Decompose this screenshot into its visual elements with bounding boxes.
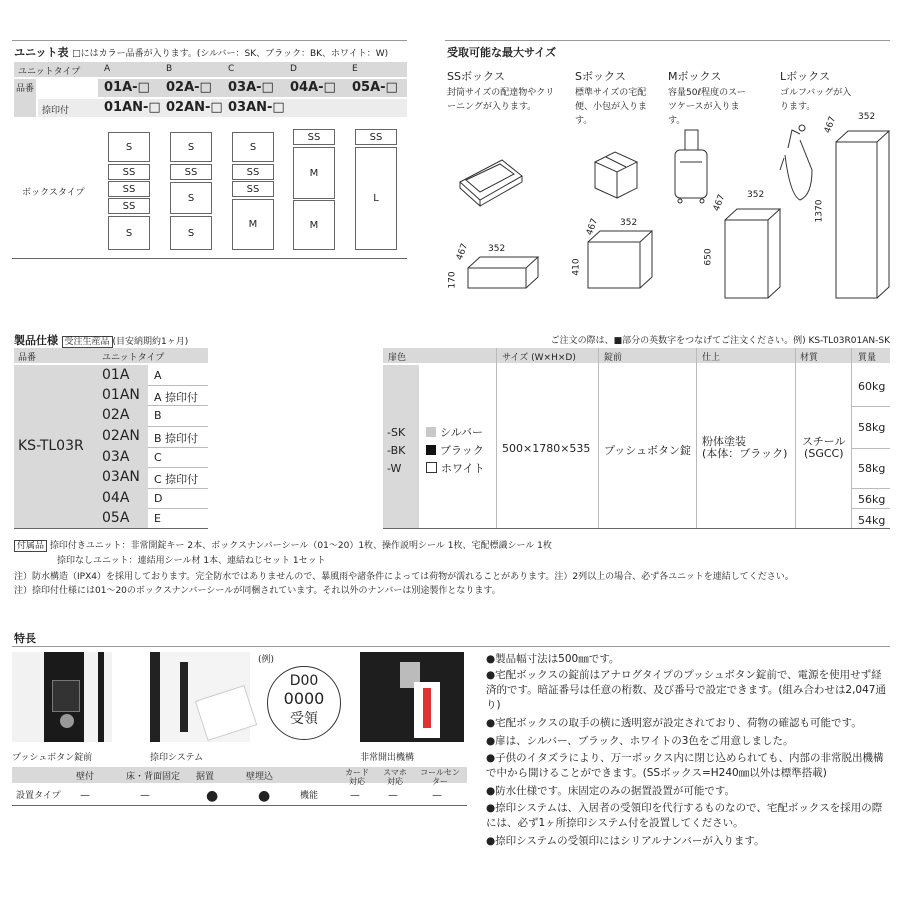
color-code-bk: -BK: [387, 444, 406, 457]
rule: [12, 646, 890, 647]
l-depth-label: 467: [822, 115, 839, 135]
caption-stamp-system: 捺印システム: [150, 753, 204, 763]
door-edge: [98, 652, 104, 742]
feature-bullet: ●捺印システムの受領印にはシリアルナンバーが入ります。: [486, 835, 765, 847]
box-c-1: S: [232, 132, 274, 162]
part-label: 品番: [14, 79, 36, 117]
box-a-3: SS: [108, 181, 150, 197]
weight: 58kg: [858, 421, 886, 434]
func-col-card: カード対応: [345, 768, 369, 786]
unit-type-c: C: [228, 64, 235, 74]
accessories-tag: 付属品: [14, 540, 47, 552]
part-03a: 03A-□: [228, 80, 274, 95]
envelope-icon: [460, 160, 522, 206]
col-line: [598, 348, 599, 528]
accessories-line1: 捺印付きユニット：非常開錠キー 2本、ボックスナンバーシール（01～20）1枚、操作説明シール 1枚、宅配標識シール 1枚: [49, 541, 552, 551]
feature-bullet: ●宅配ボックスの錠前はアナログタイプのプッシュボタン錠前で、電源を使用せず経済的です。暗証番号は任意の桁数、及び番号で設定できます。(組み合わせは2,047通り): [486, 669, 886, 711]
install-col-floor: 床・背面固定: [126, 772, 181, 782]
row-line: [851, 488, 890, 489]
row-line: [383, 528, 890, 529]
col-line: [496, 348, 497, 528]
hdr-lock: 錠前: [604, 353, 623, 363]
row-line: [12, 805, 467, 806]
feature-bullet: ●捺印システムは、入居者の受領印を代行するものなので、宅配ボックスを採用の際には、必ず1ヶ所捺印システム付を設置してください。: [486, 802, 883, 829]
s-depth-label: 467: [584, 217, 601, 237]
box-a-2: SS: [108, 164, 150, 180]
box-c-4: M: [232, 199, 274, 250]
unit-code: 02AN: [102, 428, 140, 444]
white-swatch: [426, 462, 437, 473]
order-note: ご注文の際は、■部分の英数字をつなげてご注文ください。例) KS-TL03R01AN-SK: [550, 336, 890, 346]
material-text: スチール: [802, 435, 846, 448]
row-line: [148, 385, 208, 386]
install-val-embed: ●: [258, 788, 271, 804]
box-c-2: SS: [232, 164, 274, 180]
unit-type-b: B: [166, 64, 173, 74]
col-line: [696, 348, 697, 528]
func-col-phone: スマホ対応: [383, 768, 407, 786]
box-e-1: SS: [355, 129, 397, 145]
weight: 58kg: [858, 462, 886, 475]
func-val-phone: —: [388, 790, 398, 801]
features-title: 特長: [14, 632, 36, 645]
row-line: [148, 405, 208, 406]
feature-bullet: ●宅配ボックスの取手の横に透明窓が設定されており、荷物の確認も可能です。: [486, 717, 862, 729]
unit-code: 02A: [102, 407, 130, 423]
box-b-4: S: [170, 216, 212, 250]
paper-icon: [195, 685, 257, 741]
func-label: 機能: [300, 791, 319, 801]
spec-finish: [702, 436, 787, 460]
m-depth-label: 467: [711, 193, 728, 213]
black-swatch: [426, 445, 436, 455]
part-01an: 01AN-□: [104, 100, 161, 115]
unit-type: D: [154, 492, 163, 505]
unit-code: 03AN: [102, 469, 140, 485]
rule: [12, 258, 407, 259]
row-line: [148, 508, 208, 509]
l-width-label: 352: [858, 112, 876, 122]
row-line: [14, 528, 208, 529]
s-box-desc: 標準サイズの宅配便、小包が入ります。: [575, 88, 648, 126]
dial-icon: [60, 714, 74, 728]
unit-type-e: E: [352, 64, 358, 74]
unit-table-note: □にはカラー品番が入ります。(シルバー：SK、ブラック：BK、ホワイト：W): [72, 49, 389, 59]
box-a-4: SS: [108, 198, 150, 214]
color-code-w: -W: [387, 462, 402, 475]
s-width-label: 352: [620, 218, 638, 228]
l-height-label: 1370: [814, 199, 825, 223]
example-label: (例): [258, 655, 275, 665]
box-a-5: S: [108, 216, 150, 250]
accessories: [14, 539, 552, 553]
l-box-desc: ゴルフバッグが入ります。: [780, 88, 852, 112]
col-line: [795, 348, 796, 528]
ss-height-label: 170: [447, 271, 458, 289]
caption-push-button: プッシュボタン錠前: [12, 753, 93, 763]
caption-emergency: 非常開出機構: [360, 753, 415, 763]
m-height-label: 650: [703, 248, 714, 266]
unit-type: C 捺印付: [154, 473, 199, 486]
unit-type-a: A: [104, 64, 111, 74]
lead-time: (目安納期約1ヶ月): [112, 337, 189, 347]
row-line: [148, 426, 208, 427]
golf-bag-icon: [780, 125, 812, 200]
stamp-line1: D00: [289, 673, 319, 689]
unit-table-title: ユニット表: [14, 46, 69, 59]
ss-width-label: 352: [488, 244, 506, 254]
rule: [12, 40, 407, 41]
func-col-callcenter: コールセンター: [420, 768, 460, 786]
install-col-stand: 据置: [196, 772, 215, 782]
install-col-embed: 壁埋込: [246, 772, 274, 782]
material-note: (SGCC): [804, 447, 844, 460]
part-02a: 02A-□: [166, 80, 212, 95]
ss-box-name: SSボックス: [447, 70, 505, 83]
feature-bullet: ●製品幅寸法は500㎜です。: [486, 653, 620, 665]
row-line: [148, 447, 208, 448]
install-col-wall: 壁付: [76, 772, 95, 782]
hdr-part: 品番: [18, 353, 37, 363]
box-d-2: M: [293, 147, 335, 199]
box-d-1: SS: [293, 129, 335, 145]
hdr-unit: ユニットタイプ: [102, 353, 165, 363]
unit-code: 04A: [102, 490, 130, 506]
m-box-desc: 容量50ℓ程度のスーツケースが入ります。: [668, 88, 746, 126]
sizes-title: 受取可能な最大サイズ: [447, 46, 557, 59]
func-val-card: —: [350, 790, 360, 801]
finish-text: 粉体塗装: [702, 435, 746, 448]
unit-type: C: [154, 451, 162, 464]
unit-code: 03A: [102, 449, 130, 465]
push-button-lock-photo: [12, 652, 112, 742]
spec-size: 500×1780×535: [502, 442, 591, 455]
hdr-door: 扉色: [388, 353, 407, 363]
stamp-line2: 0000: [283, 689, 325, 708]
box-c-3: SS: [232, 181, 274, 197]
note-number-seal: 注）捺印付仕様には01～20のボックスナンバーシールが同梱されています。それ以外のナンバーは別途製作となります。: [14, 586, 501, 596]
func-val-callcenter: —: [432, 790, 442, 801]
spec-lock: プッシュボタン錠: [604, 444, 692, 457]
color-names: [426, 424, 485, 478]
finish-note: (本体：ブラック): [702, 447, 788, 460]
unit-type: B: [154, 409, 162, 422]
color-codes: [387, 424, 405, 478]
part-02an: 02AN-□: [166, 100, 223, 115]
unit-type: B 捺印付: [154, 432, 199, 445]
parcel-icon: [595, 152, 637, 198]
bar: [180, 662, 188, 732]
box-type-label: ボックスタイプ: [22, 188, 85, 198]
unit-type: A 捺印付: [154, 391, 199, 404]
spec-heading: [14, 332, 188, 348]
unit-type-label: ユニットタイプ: [18, 67, 81, 77]
warning-stripe: [423, 688, 431, 728]
unit-type: E: [154, 512, 161, 525]
l-box-name: Lボックス: [780, 70, 831, 83]
part-03an: 03AN-□: [228, 100, 285, 115]
ss-depth-label: 467: [454, 242, 471, 262]
unit-code: 01A: [102, 367, 130, 383]
part-04a: 04A-□: [290, 80, 336, 95]
m-box-name: Mボックス: [668, 70, 722, 83]
install-val-wall: —: [80, 790, 90, 801]
rule: [445, 40, 890, 41]
feature-bullet: ●子供のイタズラにより、万一ボックス内に閉じ込められても、内部の非常脱出機構で中から開けることができます。(SSボックス=H240㎜以外は標準搭載): [486, 752, 884, 779]
hdr-weight: 質量: [858, 353, 877, 363]
spec-material: [802, 436, 846, 460]
door-edge: [150, 652, 160, 742]
install-label: 設置タイプ: [16, 791, 61, 801]
box-d-3: M: [293, 200, 335, 250]
part-05a: 05A-□: [352, 80, 398, 95]
stamp-system-photo: [150, 652, 250, 742]
silver-swatch: [426, 427, 436, 437]
box-b-2: SS: [170, 164, 212, 180]
stamp-seal: [267, 666, 341, 740]
stamp-line3: 受領: [290, 711, 318, 727]
unit-code: 01AN: [102, 387, 140, 403]
model-name: KS-TL03R: [18, 438, 84, 454]
unit-type-d: D: [290, 64, 297, 74]
emergency-escape-photo: [360, 652, 464, 742]
color-white: ホワイト: [441, 462, 485, 475]
s-box-name: Sボックス: [575, 70, 626, 83]
box-b-3: S: [170, 182, 212, 214]
ss-box-desc: 封筒サイズの配達物やクリーニングが入ります。: [447, 88, 555, 112]
keypad-icon: [52, 680, 80, 712]
row-line: [148, 467, 208, 468]
note-waterproof: 注）防水構造（IPX4）を採用しております。完全防水ではありませんので、暴風雨や諸条件によっては荷物が濡れることがあります。注）2列以上の場合、必ず各ユニットを連結してください。: [14, 572, 794, 582]
install-val-floor: —: [140, 790, 150, 801]
accessories-line2: 捺印なしユニット：連結用シール材 1本、連結ねじセット 1セット: [57, 556, 326, 566]
install-val-stand: ●: [206, 788, 219, 804]
row-line: [851, 406, 890, 407]
m-width-label: 352: [747, 190, 765, 200]
hdr-finish: 仕上: [702, 353, 721, 363]
feature-bullet: ●扉は、シルバー、ブラック、ホワイトの3色をご用意しました。: [486, 735, 794, 747]
color-black: ブラック: [440, 444, 484, 457]
row-line: [851, 448, 890, 449]
box-b-1: S: [170, 132, 212, 162]
feature-bullet: ●防水仕様です。床固定のみの据置設置が可能です。: [486, 785, 735, 797]
stamp-label: 捺印付: [42, 106, 70, 116]
col-line: [851, 348, 852, 528]
row-line: [851, 508, 890, 509]
row-line: [148, 488, 208, 489]
suitcase-icon: [675, 130, 707, 203]
unit-code: 05A: [102, 510, 130, 526]
order-tag: 受注生産品: [62, 336, 113, 348]
unit-table-heading: [14, 44, 388, 60]
unit-type: A: [154, 369, 162, 382]
hdr-size: サイズ (W×H×D): [502, 353, 576, 363]
box-e-2: L: [355, 147, 397, 250]
weight: 56kg: [858, 493, 886, 506]
box-a-1: S: [108, 132, 150, 162]
weight: 54kg: [858, 514, 886, 527]
spec-title: 製品仕様: [14, 334, 58, 347]
s-height-label: 410: [571, 258, 582, 276]
hdr-material: 材質: [800, 353, 819, 363]
weight: 60kg: [858, 380, 886, 393]
part-01a: 01A-□: [104, 80, 150, 95]
color-code-sk: -SK: [387, 426, 406, 439]
color-silver: シルバー: [440, 426, 483, 439]
